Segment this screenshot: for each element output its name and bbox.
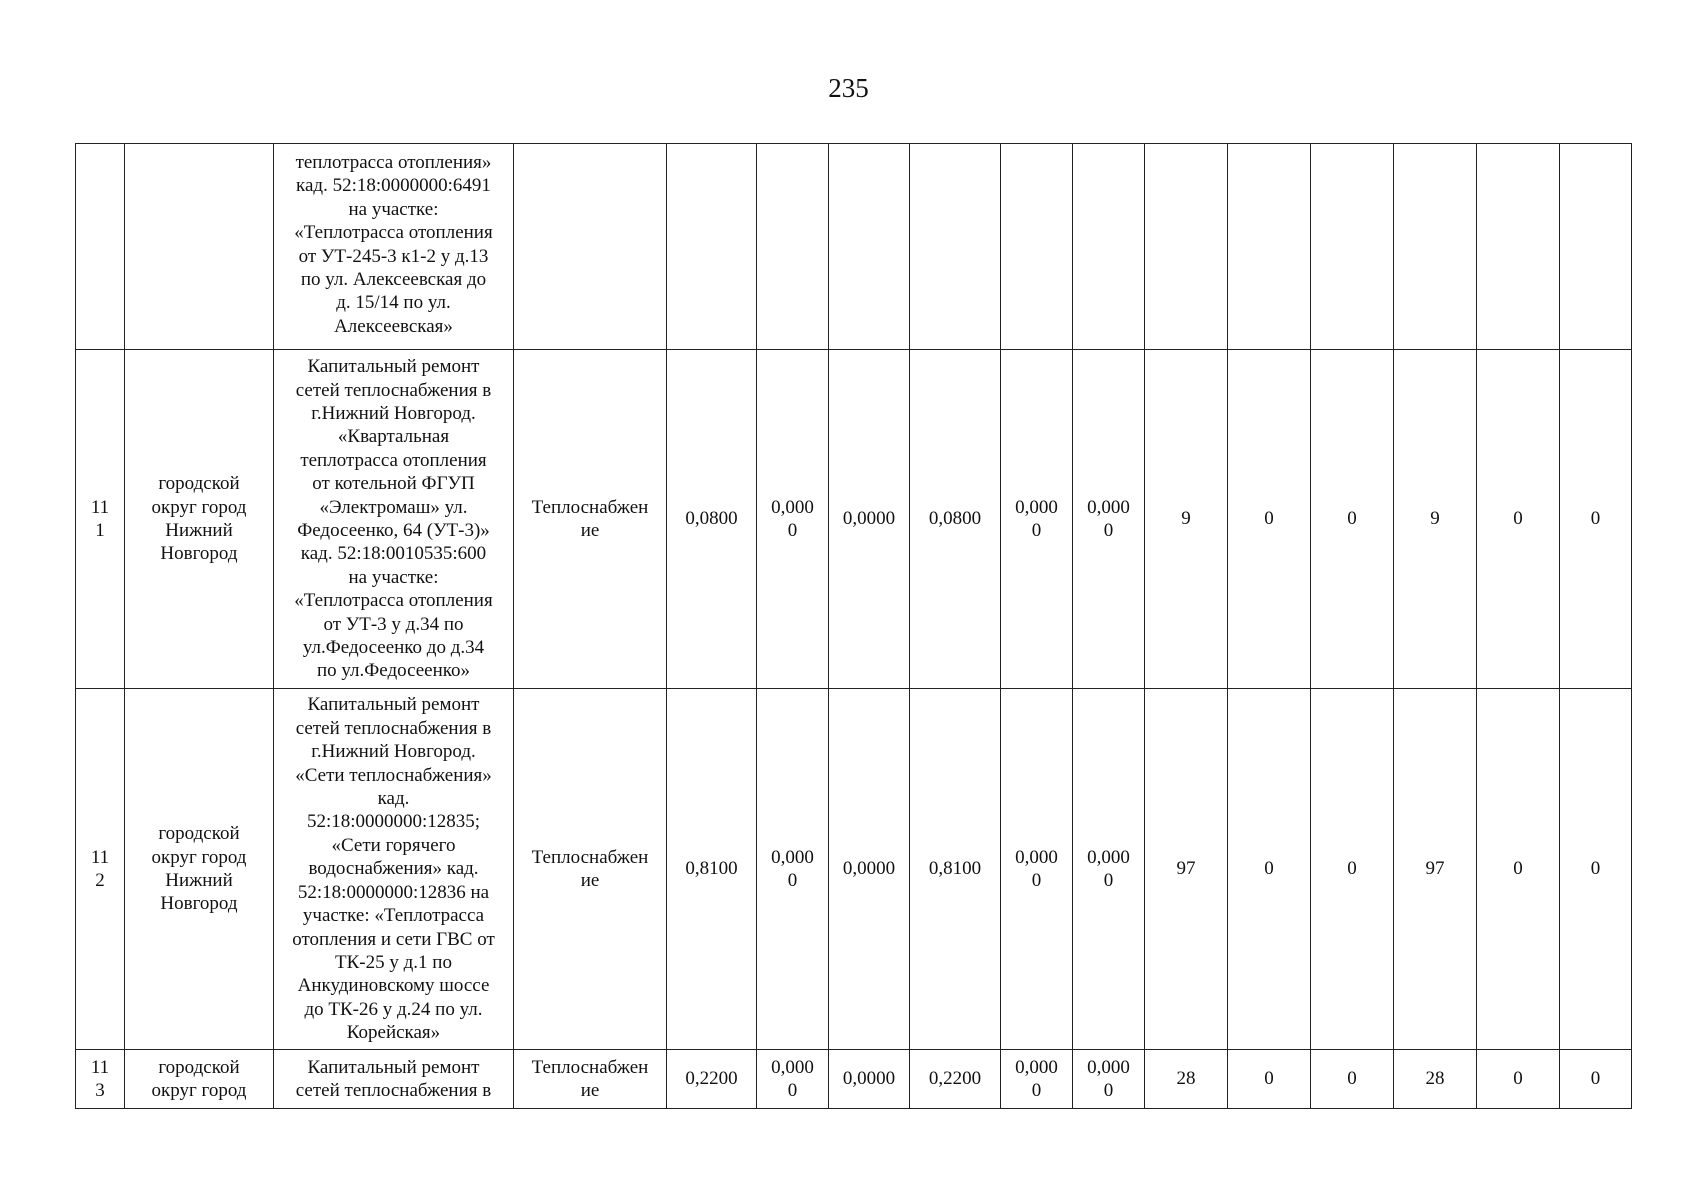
territory-cell: городской округ город bbox=[125, 1050, 274, 1109]
value-cell: 0 bbox=[1228, 350, 1311, 689]
page-number: 235 bbox=[828, 73, 869, 103]
value-cell bbox=[1073, 144, 1145, 350]
value-cell: 0 bbox=[1311, 350, 1394, 689]
value-cell: 0,0800 bbox=[667, 350, 757, 689]
territory-cell: городской округ город Нижний Новгород bbox=[125, 689, 274, 1050]
value-cell: 0,000 0 bbox=[1073, 689, 1145, 1050]
value-cell: 0,0800 bbox=[910, 350, 1001, 689]
row-number-cell: 11 1 bbox=[76, 350, 125, 689]
type-cell: Теплоснабжен ие bbox=[514, 350, 667, 689]
value-cell: 0 bbox=[1311, 689, 1394, 1050]
type-cell: Теплоснабжен ие bbox=[514, 1050, 667, 1109]
value-cell: 0,2200 bbox=[910, 1050, 1001, 1109]
value-cell: 0 bbox=[1477, 689, 1560, 1050]
value-cell: 0,000 0 bbox=[757, 1050, 829, 1109]
description-cell: теплотрасса отопления» кад. 52:18:0000000:6491 на участке: «Теплотрасса отопления от УТ-245-3 к1-2 у д.13 по ул. Алексеевская до д. 15/14 по ул. Алексеевская» bbox=[274, 144, 514, 350]
value-cell bbox=[829, 144, 910, 350]
value-cell: 97 bbox=[1145, 689, 1228, 1050]
value-cell bbox=[1001, 144, 1073, 350]
value-cell: 0,2200 bbox=[667, 1050, 757, 1109]
row-number-cell: 11 3 bbox=[76, 1050, 125, 1109]
territory-cell: городской округ город Нижний Новгород bbox=[125, 350, 274, 689]
value-cell: 28 bbox=[1394, 1050, 1477, 1109]
value-cell bbox=[1145, 144, 1228, 350]
value-cell bbox=[1560, 144, 1632, 350]
value-cell: 0,000 0 bbox=[1073, 1050, 1145, 1109]
value-cell: 0,0000 bbox=[829, 689, 910, 1050]
value-cell bbox=[757, 144, 829, 350]
value-cell: 0,000 0 bbox=[1001, 350, 1073, 689]
value-cell bbox=[1228, 144, 1311, 350]
value-cell bbox=[1311, 144, 1394, 350]
description-cell: Капитальный ремонт сетей теплоснабжения в г.Нижний Новгород. «Сети теплоснабжения» кад. 52:18:0000000:12835; «Сети горячего водоснабжения» кад. 52:18:0000000:12836 на участке: «Теплотрасса отопления и сети ГВС от ТК-25 у д.1 по Анкудиновскому шоссе до ТК-26 у д.24 по ул. Корейская» bbox=[274, 689, 514, 1050]
value-cell: 0,8100 bbox=[910, 689, 1001, 1050]
value-cell: 0 bbox=[1477, 1050, 1560, 1109]
type-cell bbox=[514, 144, 667, 350]
value-cell: 28 bbox=[1145, 1050, 1228, 1109]
value-cell: 0,000 0 bbox=[1001, 689, 1073, 1050]
table-row bbox=[76, 144, 1632, 350]
value-cell: 0,000 0 bbox=[1001, 1050, 1073, 1109]
table-row bbox=[76, 689, 1632, 1050]
row-number-cell bbox=[76, 144, 125, 350]
value-cell bbox=[1394, 144, 1477, 350]
table-row bbox=[76, 350, 1632, 689]
document-table bbox=[75, 143, 1632, 1109]
value-cell bbox=[1477, 144, 1560, 350]
description-cell: Капитальный ремонт сетей теплоснабжения в г.Нижний Новгород. «Квартальная теплотрасса отопления от котельной ФГУП «Электромаш» ул. Федосеенко, 64 (УТ-3)» кад. 52:18:0010535:600 на участке: «Теплотрасса отопления от УТ-3 у д.34 по ул.Федосеенко до д.34 по ул.Федосеенко» bbox=[274, 350, 514, 689]
value-cell: 0 bbox=[1477, 350, 1560, 689]
type-cell: Теплоснабжен ие bbox=[514, 689, 667, 1050]
table-row bbox=[76, 1050, 1632, 1109]
value-cell: 97 bbox=[1394, 689, 1477, 1050]
value-cell: 0 bbox=[1228, 1050, 1311, 1109]
value-cell: 0,8100 bbox=[667, 689, 757, 1050]
value-cell: 0,0000 bbox=[829, 1050, 910, 1109]
value-cell: 0,000 0 bbox=[1073, 350, 1145, 689]
value-cell: 0 bbox=[1311, 1050, 1394, 1109]
value-cell: 0,0000 bbox=[829, 350, 910, 689]
value-cell: 0 bbox=[1560, 350, 1632, 689]
description-cell: Капитальный ремонт сетей теплоснабжения в bbox=[274, 1050, 514, 1109]
value-cell: 0 bbox=[1560, 1050, 1632, 1109]
value-cell bbox=[667, 144, 757, 350]
value-cell: 0 bbox=[1560, 689, 1632, 1050]
value-cell: 0 bbox=[1228, 689, 1311, 1050]
value-cell: 9 bbox=[1145, 350, 1228, 689]
value-cell: 9 bbox=[1394, 350, 1477, 689]
territory-cell bbox=[125, 144, 274, 350]
value-cell bbox=[910, 144, 1001, 350]
row-number-cell: 11 2 bbox=[76, 689, 125, 1050]
value-cell: 0,000 0 bbox=[757, 689, 829, 1050]
value-cell: 0,000 0 bbox=[757, 350, 829, 689]
